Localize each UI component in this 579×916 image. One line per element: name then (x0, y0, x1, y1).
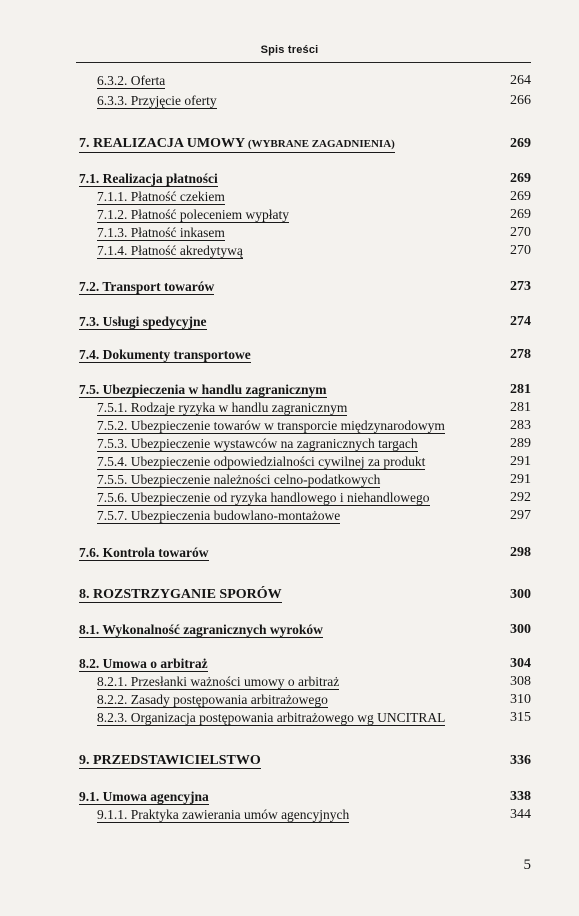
toc-entry-title (97, 189, 225, 205)
toc-subsection (0, 93, 579, 111)
toc-entry-page: 283 (510, 418, 531, 433)
toc-entry-title (79, 789, 209, 805)
running-header: Spis treści (260, 44, 319, 56)
toc-entry-title (79, 545, 209, 561)
toc-entry-page: 274 (510, 314, 531, 329)
toc-entry-page: 266 (510, 93, 531, 108)
toc-entry-title (97, 225, 225, 241)
toc-entry-title (97, 674, 339, 690)
toc-entry-title (79, 347, 251, 363)
toc-subsection (0, 73, 579, 91)
toc-entry-title (97, 710, 445, 726)
toc-entry-title-text: 7.1.2. Płatność poleceniem wypłaty (97, 207, 289, 222)
toc-entry-page: 281 (510, 400, 531, 415)
toc-entry-title-text: 7.1. Realizacja płatności (79, 171, 218, 186)
toc-entry-page: 300 (510, 587, 531, 602)
toc-subsection (0, 189, 579, 207)
page-number: 5 (523, 857, 531, 873)
toc-subsection (0, 225, 579, 243)
toc-entry-page: 273 (510, 279, 531, 294)
toc-entry-title-text: 7.5.3. Ubezpieczenie wystawców na zagranicznych targach (97, 436, 418, 451)
toc-entry-title (97, 490, 430, 506)
toc-entry-page: 300 (510, 622, 531, 637)
toc-section (0, 279, 579, 297)
toc-entry-title-text: 7.3. Usługi spedycyjne (79, 314, 207, 329)
toc-entry-title (79, 656, 208, 672)
toc-entry-title (79, 753, 261, 769)
toc-chapter (0, 136, 579, 154)
toc-entry-page: 298 (510, 545, 531, 560)
toc-entry-title-text: 6.3.2. Oferta (97, 73, 166, 88)
toc-entry-title-text: 7.6. Kontrola towarów (79, 545, 209, 560)
toc-entry-title-text: 7.1.3. Płatność inkasem (97, 225, 225, 240)
toc-entry-title (97, 243, 243, 259)
toc-entry-title-text: 6.3.3. Przyjęcie oferty (97, 93, 217, 108)
toc-entry-page: 270 (510, 225, 531, 240)
toc-entry-title-text: 7.5.1. Rodzaje ryzyka w handlu zagranicznym (97, 400, 348, 415)
toc-entry-page: 270 (510, 243, 531, 258)
toc-entry-title-text: 7.5.2. Ubezpieczenie towarów w transporcie międzynarodowym (97, 418, 445, 433)
toc-entry-title-text: 8.2.2. Zasady postępowania arbitrażowego (97, 692, 328, 707)
toc-entry-title-text: 7.2. Transport towarów (79, 279, 215, 294)
toc-entry-title (97, 472, 380, 488)
toc-entry-title (79, 136, 395, 153)
toc-entry-title-text: 7.5. Ubezpieczenia w handlu zagranicznym (79, 382, 327, 397)
toc-entry-page: 310 (510, 692, 531, 707)
toc-entry-page: 336 (510, 753, 531, 768)
toc-entry-title-text: 9.1.1. Praktyka zawierania umów agencyjnych (97, 807, 350, 822)
toc-entry-title-text: 7.1.1. Płatność czekiem (97, 189, 225, 204)
toc-entry-title-text: 7.5.7. Ubezpieczenia budowlano-montażowe (97, 508, 341, 523)
toc-entry-title (79, 314, 207, 330)
toc-entry-page: 292 (510, 490, 531, 505)
toc-section (0, 622, 579, 640)
toc-entry-page: 304 (510, 656, 531, 671)
toc-entry-page: 269 (510, 189, 531, 204)
toc-entry-title-text: 8.2.3. Organizacja postępowania arbitrażowego wg UNCITRAL (97, 710, 446, 725)
toc-entry-title-text: 7.5.4. Ubezpieczenie odpowiedzialności cywilnej za produkt (97, 454, 426, 469)
toc-entry-title (79, 279, 214, 295)
toc-entry-page: 344 (510, 807, 531, 822)
toc-entry-page: 291 (510, 472, 531, 487)
toc-entry-page: 269 (510, 207, 531, 222)
toc-entry-title (97, 418, 445, 434)
toc-section (0, 656, 579, 674)
toc-entry-title (79, 382, 327, 398)
toc-subsection (0, 674, 579, 692)
toc-entry-title-text: 8.2. Umowa o arbitraż (79, 656, 208, 671)
toc-entry-page: 308 (510, 674, 531, 689)
toc-entry-title-text: 7.5.5. Ubezpieczenie należności celno-podatkowych (97, 472, 381, 487)
toc-section (0, 347, 579, 365)
toc-chapter (0, 753, 579, 771)
toc-entry-title-text: 9.1. Umowa agencyjna (79, 789, 209, 804)
toc-entry-page: 269 (510, 171, 531, 186)
toc-subsection (0, 710, 579, 728)
toc-entry-page: 297 (510, 508, 531, 523)
toc-entry-title (97, 508, 340, 524)
toc-entry-title-text: 7.1.4. Płatność akredytywą (97, 243, 243, 258)
toc-entry-title (79, 622, 323, 638)
toc-subsection (0, 436, 579, 454)
toc-entry-title (79, 171, 218, 187)
toc-entry-title (97, 93, 217, 109)
toc-entry-page: 291 (510, 454, 531, 469)
toc-subsection (0, 243, 579, 261)
toc-entry-page: 315 (510, 710, 531, 725)
toc-entry-page: 289 (510, 436, 531, 451)
toc-entry-page: 338 (510, 789, 531, 804)
toc-entry-title (79, 587, 282, 603)
toc-section (0, 789, 579, 807)
toc-chapter (0, 587, 579, 605)
toc-subsection (0, 454, 579, 472)
toc-entry-title (97, 807, 349, 823)
toc-subsection (0, 418, 579, 436)
toc-entry-title-text: 7.5.6. Ubezpieczenie od ryzyka handlowego i niehandlowego (97, 490, 430, 505)
toc-subsection (0, 207, 579, 225)
toc-entry-title (97, 73, 165, 89)
toc-section (0, 171, 579, 189)
toc-entry-title-text: 7. REALIZACJA UMOWY (79, 136, 246, 151)
toc-entry-page: 281 (510, 382, 531, 397)
toc-entry-title (97, 207, 289, 223)
toc-section (0, 545, 579, 563)
toc-entry-title (97, 454, 425, 470)
toc-subsection (0, 472, 579, 490)
toc-entry-page: 269 (510, 136, 531, 151)
toc-entry-title (97, 400, 347, 416)
toc-entry-page: 264 (510, 73, 531, 88)
toc-entry-title-text: 7.4. Dokumenty transportowe (79, 347, 251, 362)
toc-subsection (0, 692, 579, 710)
toc-subsection (0, 807, 579, 825)
toc-entry-title (97, 436, 418, 452)
toc-subsection (0, 508, 579, 526)
toc-entry-title-text: 8. ROZSTRZYGANIE SPORÓW (79, 587, 282, 602)
toc-section (0, 314, 579, 332)
toc-section (0, 382, 579, 400)
toc-subsection (0, 490, 579, 508)
toc-entry-title (97, 692, 328, 708)
header-rule (76, 62, 531, 63)
toc-entry-title-text: 8.1. Wykonalność zagranicznych wyroków (79, 622, 323, 637)
toc-entry-title-suffix: (WYBRANE ZAGADNIENIA) (245, 138, 395, 150)
toc-subsection (0, 400, 579, 418)
toc-entry-title-text: 9. PRZEDSTAWICIELSTWO (79, 753, 261, 768)
toc-entry-title-text: 8.2.1. Przesłanki ważności umowy o arbitraż (97, 674, 340, 689)
toc-entry-page: 278 (510, 347, 531, 362)
